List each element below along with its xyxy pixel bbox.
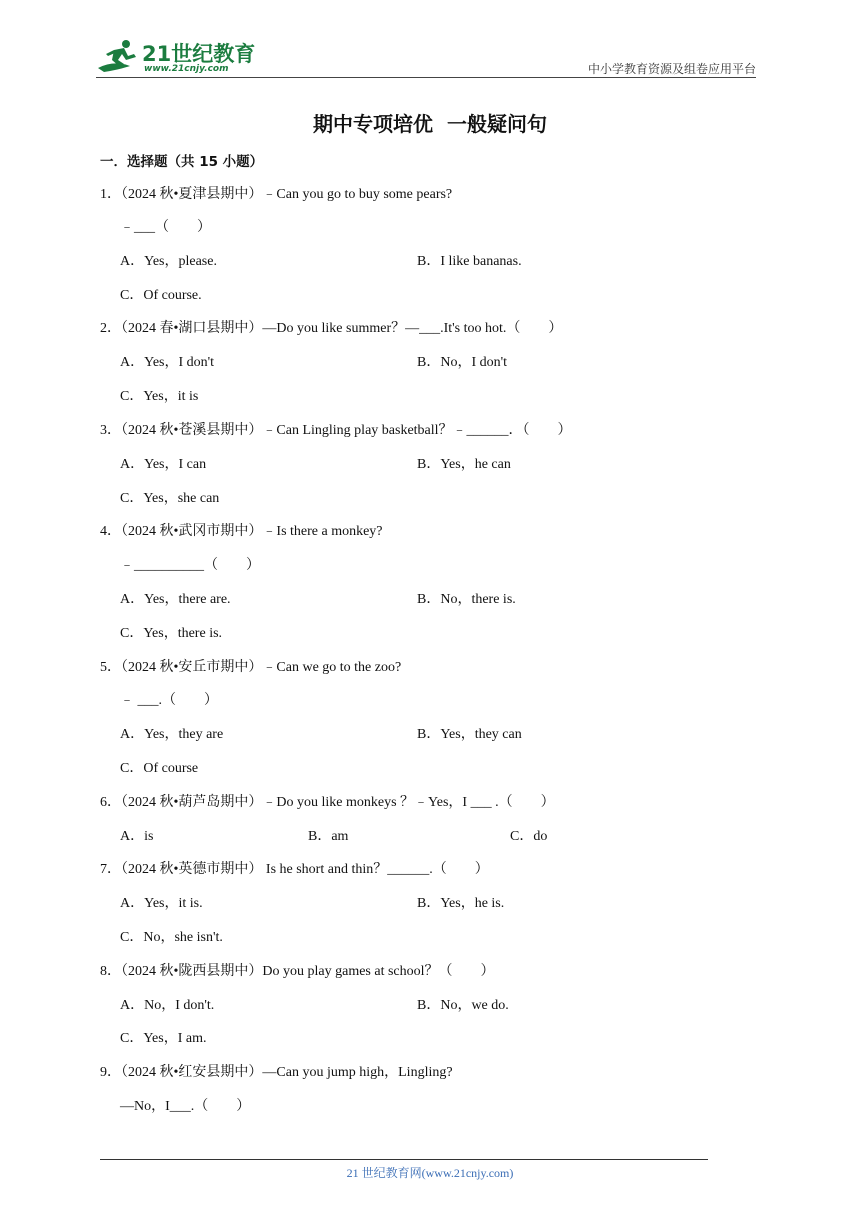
option-c[interactable]: C．Yes，there is. [120,626,223,641]
header-divider [96,77,756,78]
option-a[interactable]: A．Yes，it is. [120,896,203,911]
page-header [96,36,756,78]
answer-line: —No，I___.（ ） [120,1099,251,1114]
option-b[interactable]: B．Yes，he is. [417,896,505,911]
option-a[interactable]: A．Yes，they are [120,727,224,742]
option-a[interactable]: A．is [120,829,154,844]
option-c[interactable]: C．Yes，she can [120,491,220,506]
option-a[interactable]: A．Yes，I can [120,457,207,472]
option-c[interactable]: C．Of course. [120,288,202,303]
question-stem: 4．（2024 秋•武冈市期中）﹣Is there a monkey? [100,524,383,539]
question-stem: 5．（2024 秋•安丘市期中）﹣Can we go to the zoo? [100,660,402,675]
question-stem: 9．（2024 秋•红安县期中）—Can you jump high，Lingling? [100,1065,453,1080]
site-logo [96,36,266,76]
option-c[interactable]: C．No，she isn't. [120,930,223,945]
option-a[interactable]: A．Yes，there are. [120,592,231,607]
option-c[interactable]: C．do [510,829,548,844]
answer-line: ﹣ ___.（ ） [120,693,218,708]
option-b[interactable]: B．No，I don't [417,355,508,370]
option-b[interactable]: B．Yes，they can [417,727,522,742]
footer-divider [100,1159,708,1160]
page-title: 期中专项培优 一般疑问句 [313,112,547,136]
option-b[interactable]: B．No，there is. [417,592,516,607]
option-c[interactable]: C．Yes，it is [120,389,199,404]
question-stem: 8．（2024 秋•陇西县期中）Do you play games at school？（ ） [100,964,495,979]
runner-logo-icon [96,38,142,76]
option-b[interactable]: B．I like bananas. [417,254,522,269]
option-a[interactable]: A．Yes，I don't [120,355,215,370]
question-stem: 1．（2024 秋•夏津县期中）﹣Can you go to buy some pears? [100,187,453,202]
section-heading: 一．选择题（共 15 小题） [100,154,264,170]
option-a[interactable]: A．No，I don't. [120,998,215,1013]
logo-url: www.21cnjy.com [144,64,229,74]
question-stem: 2．（2024 春•湖口县期中）—Do you like summer？—___.It's too hot.（ ） [100,321,563,336]
question-stem: 7．（2024 秋•英德市期中） Is he short and thin？______.（ ） [100,862,489,877]
option-b[interactable]: B．am [308,829,349,844]
answer-line: ﹣__________（ ） [120,558,260,573]
option-c[interactable]: C．Yes，I am. [120,1031,207,1046]
question-stem: 3．（2024 秋•苍溪县期中）﹣Can Lingling play basketball？﹣______．（ ） [100,423,572,438]
option-c[interactable]: C．Of course [120,761,199,776]
header-platform-text: 中小学教育资源及组卷应用平台 [587,62,756,76]
footer-text: 21 世纪教育网(www.21cnjy.com) [346,1166,514,1180]
logo-text: 21世纪教育 [142,42,256,66]
option-b[interactable]: B．No，we do. [417,998,509,1013]
answer-line: ﹣___（ ） [120,220,211,235]
option-a[interactable]: A．Yes，please. [120,254,217,269]
question-stem: 6．（2024 秋•葫芦岛期中）﹣Do you like monkeys ？﹣Yes，I ___ .（ ） [100,795,555,810]
option-b[interactable]: B．Yes，he can [417,457,511,472]
